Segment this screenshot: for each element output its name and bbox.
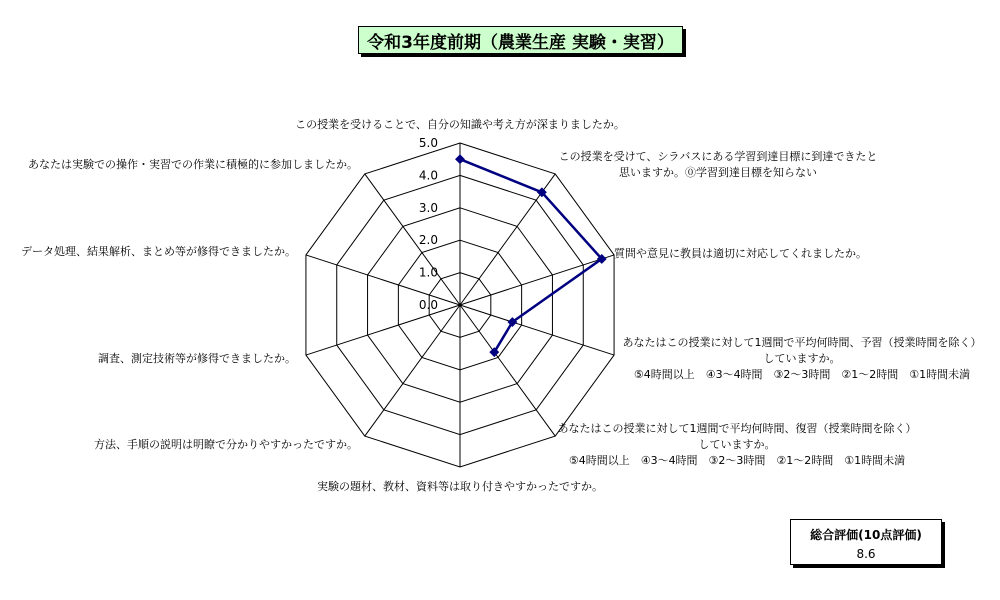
tick-label: 2.0: [418, 233, 438, 248]
category-label: データ処理、結果解析、まとめ等が修得できましたか。: [21, 245, 296, 258]
series-line: [460, 159, 602, 352]
tick-label: 3.0: [418, 200, 438, 215]
category-label: していますか。: [698, 438, 776, 451]
overall-score-value: 8.6: [856, 547, 876, 561]
category-label: 質問や意見に教員は適切に対応してくれましたか。: [614, 247, 867, 260]
category-label: この授業を受けて、シラバスにある学習到達目標に到達できたと: [558, 150, 878, 163]
overall-score-label: 総合評価(10点評価): [810, 528, 922, 542]
category-label: 思いますか。⓪学習到達目標を知らない: [619, 166, 817, 179]
category-label: この授業を受けることで、自分の知識や考え方が深まりましたか。: [295, 118, 625, 131]
category-label: あなたはこの授業に対して1週間で平均何時間、復習（授業時間を除く）: [557, 422, 917, 435]
tick-label: 4.0: [418, 168, 438, 183]
category-label: ⑤4時間以上 ④3～4時間 ③2～3時間 ②1～2時間 ①1時間未満: [568, 454, 906, 467]
category-label: あなたは実験での操作・実習での作業に積極的に参加しましたか。: [28, 158, 358, 171]
axis-spoke: [460, 305, 614, 355]
category-label: あなたはこの授業に対して1週間で平均何時間、予習（授業時間を除く）: [622, 336, 982, 349]
category-label: 方法、手順の説明は明瞭で分かりやすかったですか。: [94, 438, 358, 451]
category-label: していますか。: [763, 352, 841, 365]
tick-label: 5.0: [418, 136, 438, 150]
category-label: ⑤4時間以上 ④3～4時間 ③2～3時間 ②1～2時間 ①1時間未満: [633, 368, 971, 381]
category-label: 実験の題材、教材、資料等は取り付きやすかったですか。: [317, 480, 603, 493]
chart-title: 令和3年度前期（農業生産 実験・実習）: [358, 26, 683, 54]
series-marker: [455, 154, 465, 164]
axis-spoke: [306, 305, 460, 355]
axis-spoke: [365, 305, 460, 436]
tick-label: 1.0: [418, 265, 438, 280]
axis-spoke: [365, 174, 460, 305]
axis-spoke: [460, 305, 555, 436]
axis-spoke: [460, 255, 614, 305]
category-label: 調査、測定技術等が修得できましたか。: [98, 352, 296, 365]
overall-score-box: [790, 519, 942, 565]
tick-label: 0.0: [418, 298, 438, 312]
